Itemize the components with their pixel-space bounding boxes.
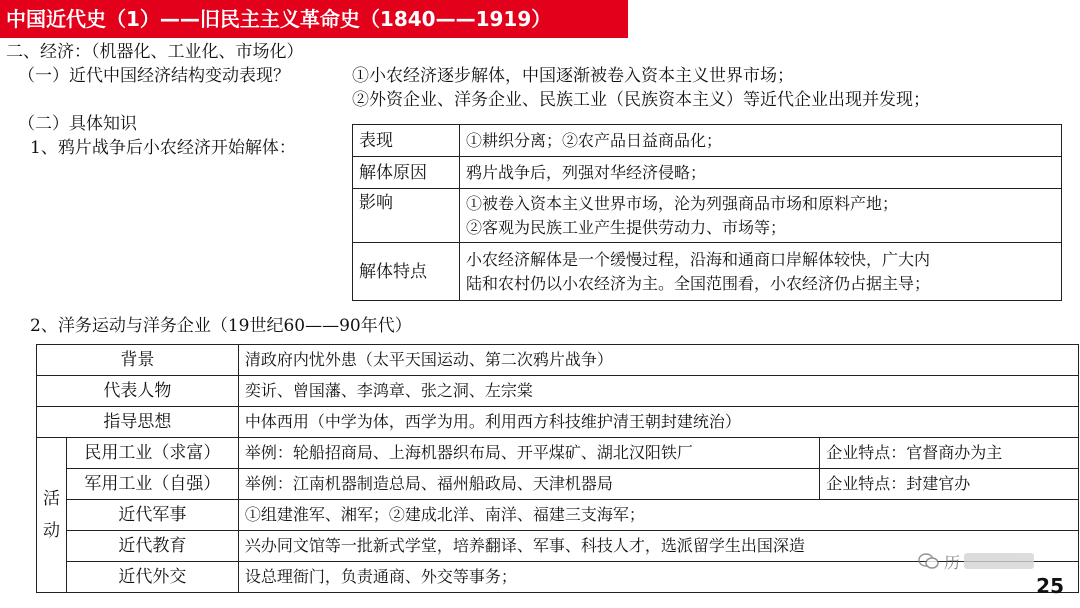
feature-civil-industry: 企业特点：官督商办为主 bbox=[820, 438, 1079, 469]
feature-military-industry: 企业特点：封建官办 bbox=[820, 469, 1079, 500]
label-representatives: 代表人物 bbox=[37, 376, 239, 407]
cell-line-2: 陆和农村仍以小农经济为主。全国范围看，小农经济仍占据主导； bbox=[466, 273, 931, 293]
activities-char-2: 动 bbox=[42, 521, 60, 541]
page-number: 25 bbox=[1036, 574, 1064, 598]
activities-char-1: 活 bbox=[42, 489, 60, 509]
table-row bbox=[353, 125, 1062, 157]
item-2-heading: 2、洋务运动与洋务企业（19世纪60——90年代） bbox=[30, 316, 412, 336]
row-value-performance bbox=[460, 125, 1062, 157]
watermark bbox=[918, 548, 1038, 574]
label-guiding-idea: 指导思想 bbox=[37, 407, 239, 438]
row-value-cause bbox=[460, 157, 1062, 189]
page-title: 中国近代史（1）——旧民主主义革命史（1840——1919） bbox=[0, 0, 628, 38]
section-economy-heading: 二、经济：（机器化、工业化、市场化） bbox=[6, 42, 304, 62]
value-background: 清政府内忧外患（太平天国运动、第二次鸦片战争） bbox=[238, 345, 1078, 376]
value-military-industry: 举例：江南机器制造总局、福州船政局、天津机器局 bbox=[238, 469, 819, 500]
row-label-impact: 影响 bbox=[353, 189, 460, 243]
subsection-knowledge: （二）具体知识 bbox=[18, 114, 137, 134]
value-modern-education: 兴办同文馆等一批新式学堂，培养翻译、军事、科技人才，选派留学生出国深造 bbox=[238, 531, 1078, 562]
label-military-industry: 军用工业（自强） bbox=[66, 469, 238, 500]
label-modern-diplomacy: 近代外交 bbox=[66, 562, 238, 593]
label-background: 背景 bbox=[37, 345, 239, 376]
answer-1-line-1: ①小农经济逐步解体，中国逐渐被卷入资本主义世界市场； bbox=[352, 66, 794, 86]
cell-line-1: ①被卷入资本主义世界市场，沦为列强商品市场和原料产地； bbox=[466, 193, 899, 213]
cell-line-2: ②客观为民族工业产生提供劳动力、市场等； bbox=[466, 217, 787, 237]
item-1-heading: 1、鸦片战争后小农经济开始解体： bbox=[30, 138, 296, 158]
value-civil-industry: 举例：轮船招商局、上海机器织布局、开平煤矿、湖北汉阳铁厂 bbox=[238, 438, 819, 469]
watermark-blur bbox=[964, 553, 1034, 569]
wechat-icon bbox=[918, 552, 940, 570]
label-activities bbox=[37, 438, 67, 593]
table-row bbox=[353, 157, 1062, 189]
row-value-impact bbox=[460, 189, 1062, 243]
table-row bbox=[37, 407, 1079, 438]
question-1: （一）近代中国经济结构变动表现？ bbox=[18, 66, 290, 86]
cell-line-1: 小农经济解体是一个缓慢过程，沿海和通商口岸解体较快，广大内 bbox=[466, 249, 931, 269]
answer-1-line-2: ②外资企业、洋务企业、民族工业（民族资本主义）等近代企业出现并发现； bbox=[352, 90, 930, 110]
table-row bbox=[37, 438, 1079, 469]
table-row bbox=[353, 189, 1062, 243]
row-label-cause: 解体原因 bbox=[353, 157, 460, 189]
label-civil-industry: 民用工业（求富） bbox=[66, 438, 238, 469]
row-label-feature: 解体特点 bbox=[353, 243, 460, 301]
table-row bbox=[353, 243, 1062, 301]
table-row bbox=[37, 469, 1079, 500]
table-row bbox=[37, 345, 1079, 376]
value-modern-diplomacy: 设总理衙门，负责通商、外交等事务； bbox=[238, 562, 1078, 593]
row-value-feature bbox=[460, 243, 1062, 301]
value-representatives: 奕䜣、曾国藩、李鸿章、张之洞、左宗棠 bbox=[238, 376, 1078, 407]
label-modern-education: 近代教育 bbox=[66, 531, 238, 562]
watermark-text: 历 bbox=[944, 552, 961, 572]
cell-text: 鸦片战争后，列强对华经济侵略； bbox=[466, 162, 707, 182]
label-modern-military: 近代军事 bbox=[66, 500, 238, 531]
cell-text: ①耕织分离；②农产品日益商品化； bbox=[466, 130, 723, 150]
value-modern-military: ①组建淮军、湘军；②建成北洋、南洋、福建三支海军； bbox=[238, 500, 1078, 531]
row-label-performance: 表现 bbox=[353, 125, 460, 157]
smallholder-economy-table bbox=[352, 124, 1062, 301]
value-guiding-idea: 中体西用（中学为体，西学为用。利用西方科技维护清王朝封建统治） bbox=[238, 407, 1078, 438]
table-row bbox=[37, 376, 1079, 407]
table-row bbox=[37, 500, 1079, 531]
